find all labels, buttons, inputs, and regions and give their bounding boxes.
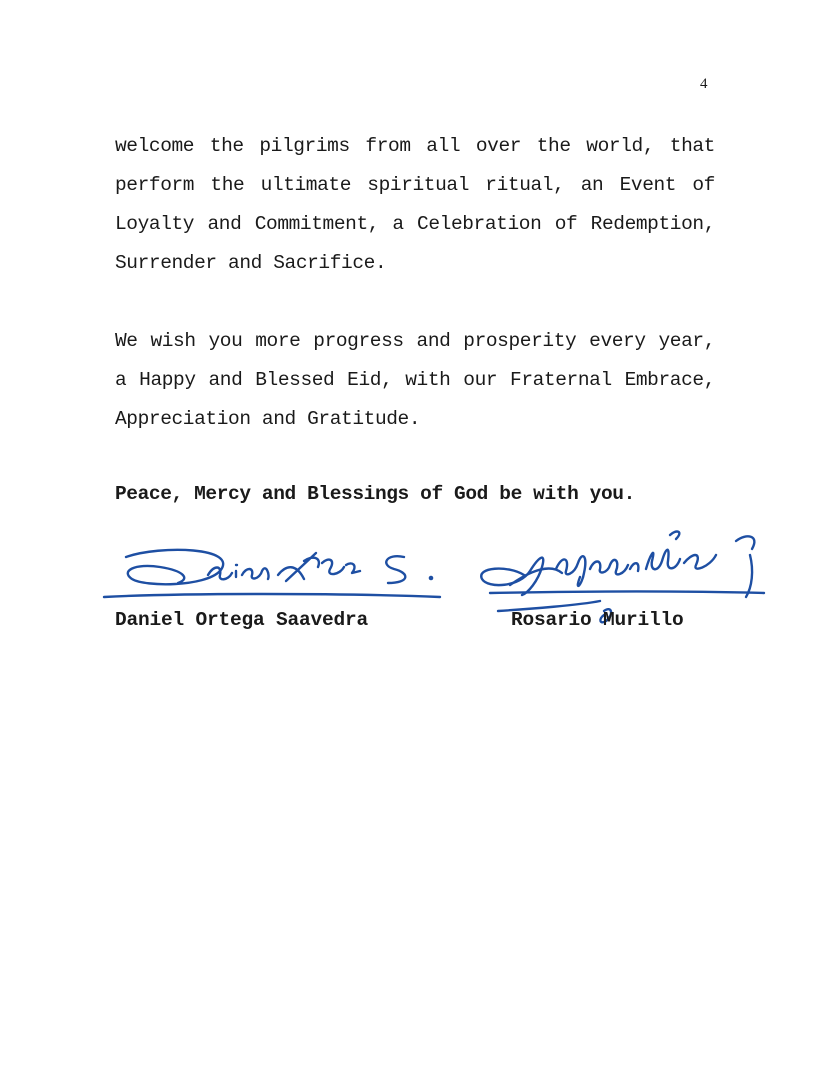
signatory-name-left: Daniel Ortega Saavedra: [115, 609, 369, 631]
paragraph-line: welcome the pilgrims from all over the world, that: [115, 135, 715, 157]
paragraph-line: Surrender and Sacrifice.: [115, 252, 387, 274]
signature-ortega: [90, 535, 450, 610]
paragraph-wishes: [115, 329, 715, 446]
paragraph-line: Appreciation and Gratitude.: [115, 408, 421, 430]
paragraph-greeting: [115, 134, 715, 290]
closing-blessing: Peace, Mercy and Blessings of God be with you.: [115, 483, 635, 505]
paragraph-line: perform the ultimate spiritual ritual, an Event of: [115, 174, 715, 196]
paragraph-line: We wish you more progress and prosperity every year,: [115, 330, 715, 352]
paragraph-line: a Happy and Blessed Eid, with our Fraternal Embrace,: [115, 369, 715, 391]
page-number: 4: [700, 76, 708, 92]
paragraph-line: Loyalty and Commitment, a Celebration of Redemption,: [115, 213, 715, 235]
signatory-name-right: Rosario Murillo: [511, 609, 684, 631]
